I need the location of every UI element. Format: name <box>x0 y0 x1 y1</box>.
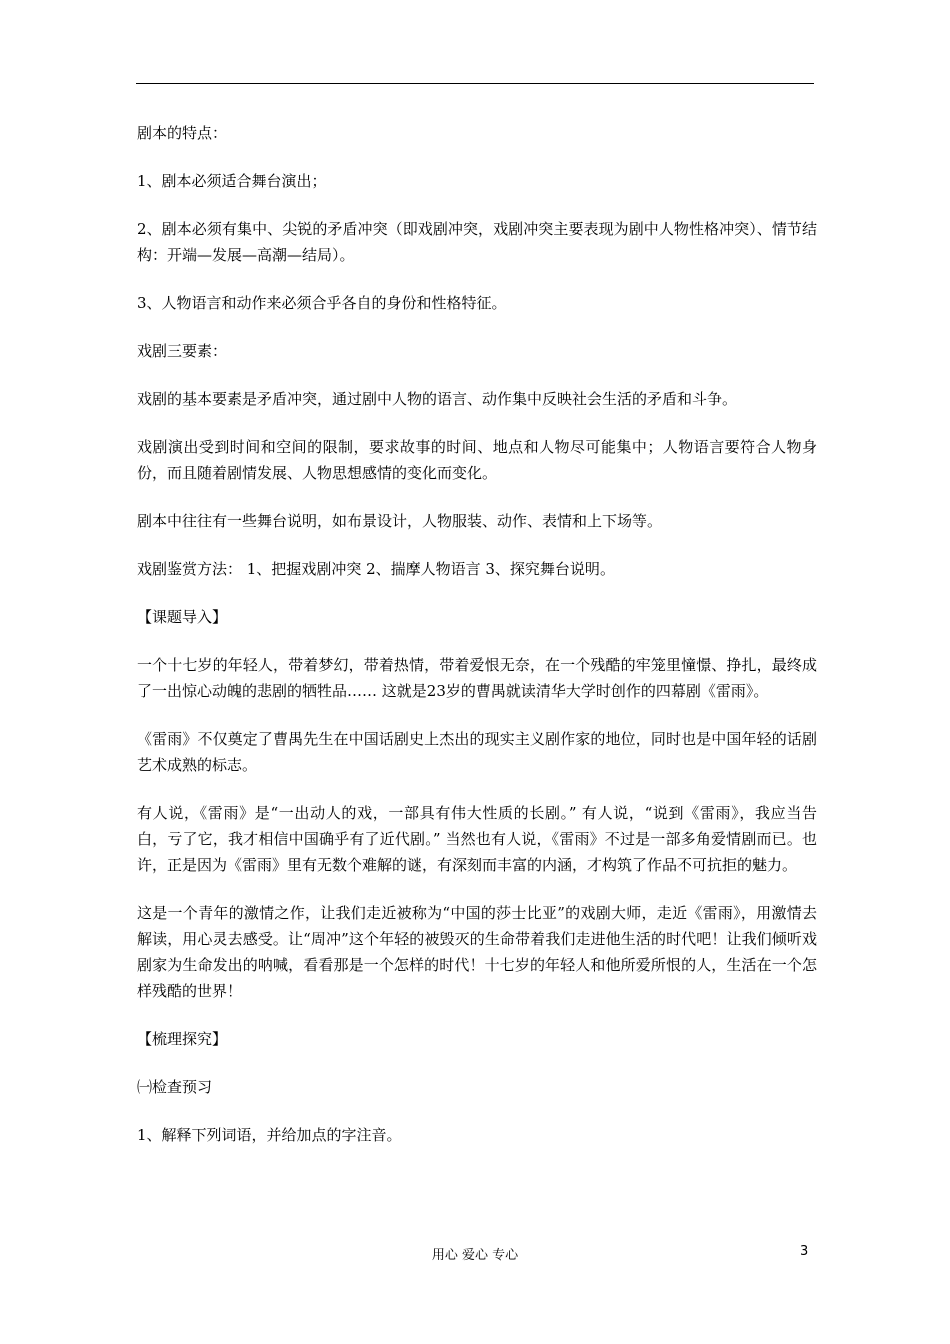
paragraph: 剧本中往往有一些舞台说明，如布景设计，人物服装、动作、表情和上下场等。 <box>137 512 663 530</box>
paragraph: 2、剧本必须有集中、尖锐的矛盾冲突（即戏剧冲突，戏剧冲突主要表现为剧中人物性格冲突）、情节结构：开端—发展—高潮—结局）。 <box>137 220 817 264</box>
paragraph: 这是一个青年的激情之作，让我们走近被称为“中国的莎士比亚”的戏剧大师，走近《雷雨》，用激情去解读，用心灵去感受。让“周冲”这个年轻的被毁灭的生命带着我们走进他生活的时代吧！让我们倾听戏剧家为生命发出的呐喊，看看那是一个怎样的时代！十七岁的年轻人和他所爱所恨的人，生活在一个怎样残酷的世界！ <box>137 904 817 1000</box>
paragraph: 1、剧本必须适合舞台演出； <box>137 172 327 190</box>
paragraph: 《雷雨》不仅奠定了曹禺先生在中国话剧史上杰出的现实主义剧作家的地位，同时也是中国年轻的话剧艺术成熟的标志。 <box>137 730 817 774</box>
heading-review-explore: 【梳理探究】 <box>137 1030 228 1048</box>
page-number: 3 <box>800 1244 809 1259</box>
paragraph: 1、解释下列词语，并给加点的字注音。 <box>137 1126 402 1144</box>
paragraph: 戏剧鉴赏方法： 1、把握戏剧冲突 2、揣摩人物语言 3、探究舞台说明。 <box>137 560 615 578</box>
document-body <box>137 120 817 1170</box>
footer-motto: 用心 爱心 专心 <box>431 1248 519 1263</box>
paragraph: 有人说，《雷雨》是“一出动人的戏，一部具有伟大性质的长剧。” 有人说，“说到《雷雨》，我应当告白，亏了它，我才相信中国确乎有了近代剧。” 当然也有人说，《雷雨》不过是一部多角爱情剧而已。也许，正是因为《雷雨》里有无数个难解的谜，有深刻而丰富的内涵，才构筑了作品不可抗拒的魅力。 <box>137 804 817 874</box>
paragraph: 戏剧演出受到时间和空间的限制，要求故事的时间、地点和人物尽可能集中；人物语言要符合人物身份，而且随着剧情发展、人物思想感情的变化而变化。 <box>137 438 817 482</box>
subheading-preview-check: ㈠检查预习 <box>137 1078 213 1096</box>
heading-lesson-intro: 【课题导入】 <box>137 608 228 626</box>
heading-script-features: 剧本的特点： <box>137 124 228 142</box>
paragraph: 戏剧的基本要素是矛盾冲突，通过剧中人物的语言、动作集中反映社会生活的矛盾和斗争。 <box>137 390 738 408</box>
header-rule <box>136 83 814 84</box>
heading-drama-elements: 戏剧三要素： <box>137 342 228 360</box>
paragraph: 3、人物语言和动作来必须合乎各自的身份和性格特征。 <box>137 294 507 312</box>
paragraph: 一个十七岁的年轻人，带着梦幻，带着热情，带着爱恨无奈，在一个残酷的牢笼里憧憬、挣扎，最终成了一出惊心动魄的悲剧的牺牲品…… 这就是23岁的曹禺就读清华大学时创作的四幕剧《雷雨》。 <box>137 656 817 700</box>
